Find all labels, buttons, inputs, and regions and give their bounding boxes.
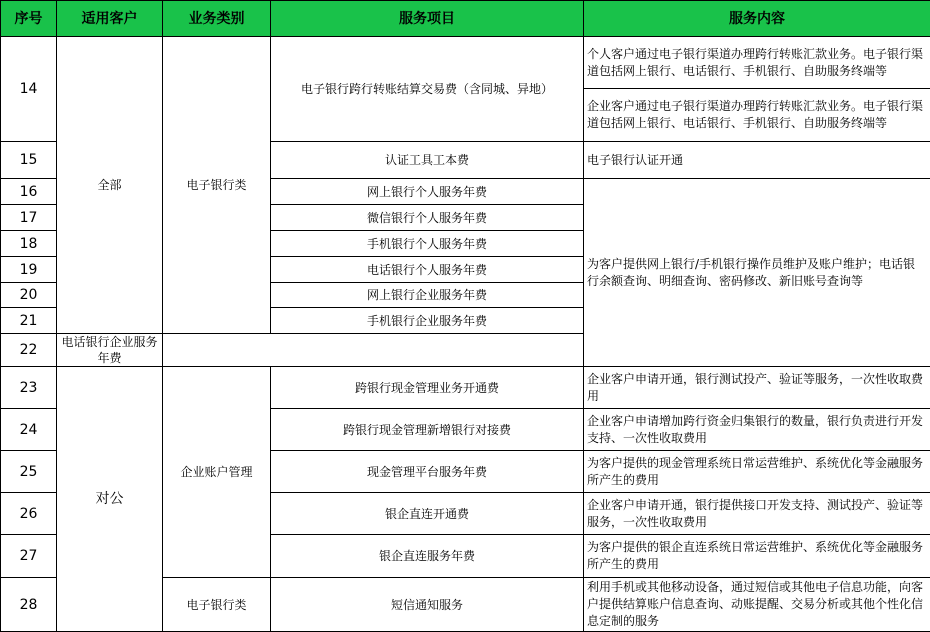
row-no: 24: [1, 409, 57, 451]
row-item: 现金管理平台服务年费: [271, 451, 584, 493]
row-no: 18: [1, 231, 57, 257]
row-content: 为客户提供的银企直连系统日常运营维护、系统优化等金融服务所产生的费用: [584, 535, 930, 578]
row-content: 电子银行认证开通: [584, 142, 930, 179]
customer-corporate: 对公: [57, 367, 163, 632]
category-ebank: 电子银行类: [163, 37, 271, 334]
row-item: 手机银行个人服务年费: [271, 231, 584, 257]
row-item: 银企直连开通费: [271, 493, 584, 535]
row-no: 17: [1, 205, 57, 231]
row-item: 电话银行企业服务年费: [57, 334, 163, 367]
table-row: [1, 37, 930, 89]
row-item: 跨银行现金管理业务开通费: [271, 367, 584, 409]
header-customer: 适用客户: [57, 1, 163, 37]
row-item: 手机银行企业服务年费: [271, 308, 584, 334]
row-item: 网上银行企业服务年费: [271, 283, 584, 308]
header-category: 业务类别: [163, 1, 271, 37]
row-item: 跨银行现金管理新增银行对接费: [271, 409, 584, 451]
row-content: 企业客户通过电子银行渠道办理跨行转账汇款业务。电子银行渠道包括网上银行、电话银行、手机银行、自助服务终端等: [584, 89, 930, 142]
row-item: 网上银行个人服务年费: [271, 179, 584, 205]
row-no: 28: [1, 578, 57, 632]
row-no: 23: [1, 367, 57, 409]
customer-all: 全部: [57, 37, 163, 334]
row-content: 企业客户申请开通，银行提供接口开发支持、测试投产、验证等服务，一次性收取费用: [584, 493, 930, 535]
row-item: 电子银行跨行转账结算交易费（含同城、异地）: [271, 37, 584, 142]
row-no: 26: [1, 493, 57, 535]
row-no: 25: [1, 451, 57, 493]
header-no: 序号: [1, 1, 57, 37]
row-no: 21: [1, 308, 57, 334]
row-content: 为客户提供的现金管理系统日常运营维护、系统优化等金融服务所产生的费用: [584, 451, 930, 493]
row-item: 短信通知服务: [271, 578, 584, 632]
header-item: 服务项目: [271, 1, 584, 37]
row-no: 19: [1, 257, 57, 283]
table-row: [1, 367, 930, 409]
row-item: 银企直连服务年费: [271, 535, 584, 578]
row-content: 为客户提供网上银行/手机银行操作员维护及账户维护；电话银行余额查询、明细查询、密码修改、新旧账号查询等: [584, 179, 930, 367]
header-row: [1, 1, 930, 37]
category-corp-account: 企业账户管理: [163, 367, 271, 578]
row-content: 利用手机或其他移动设备，通过短信或其他电子信息功能，向客户提供结算账户信息查询、动账提醒、交易分析或其他个性化信息定制的服务: [584, 578, 930, 632]
row-content: 企业客户申请增加跨行资金归集银行的数量，银行负责进行开发支持、一次性收取费用: [584, 409, 930, 451]
row-content: 个人客户通过电子银行渠道办理跨行转账汇款业务。电子银行渠道包括网上银行、电话银行、手机银行、自助服务终端等: [584, 37, 930, 89]
row-item: 电话银行个人服务年费: [271, 257, 584, 283]
row-no: 20: [1, 283, 57, 308]
category-ebank-2: 电子银行类: [163, 578, 271, 632]
row-no: 22: [1, 334, 57, 367]
row-item: 认证工具工本费: [271, 142, 584, 179]
row-no: 14: [1, 37, 57, 142]
header-content: 服务内容: [584, 1, 930, 37]
row-no: 16: [1, 179, 57, 205]
row-content: 企业客户申请开通，银行测试投产、验证等服务，一次性收取费用: [584, 367, 930, 409]
row-no: 27: [1, 535, 57, 578]
row-no: 15: [1, 142, 57, 179]
row-item: 微信银行个人服务年费: [271, 205, 584, 231]
